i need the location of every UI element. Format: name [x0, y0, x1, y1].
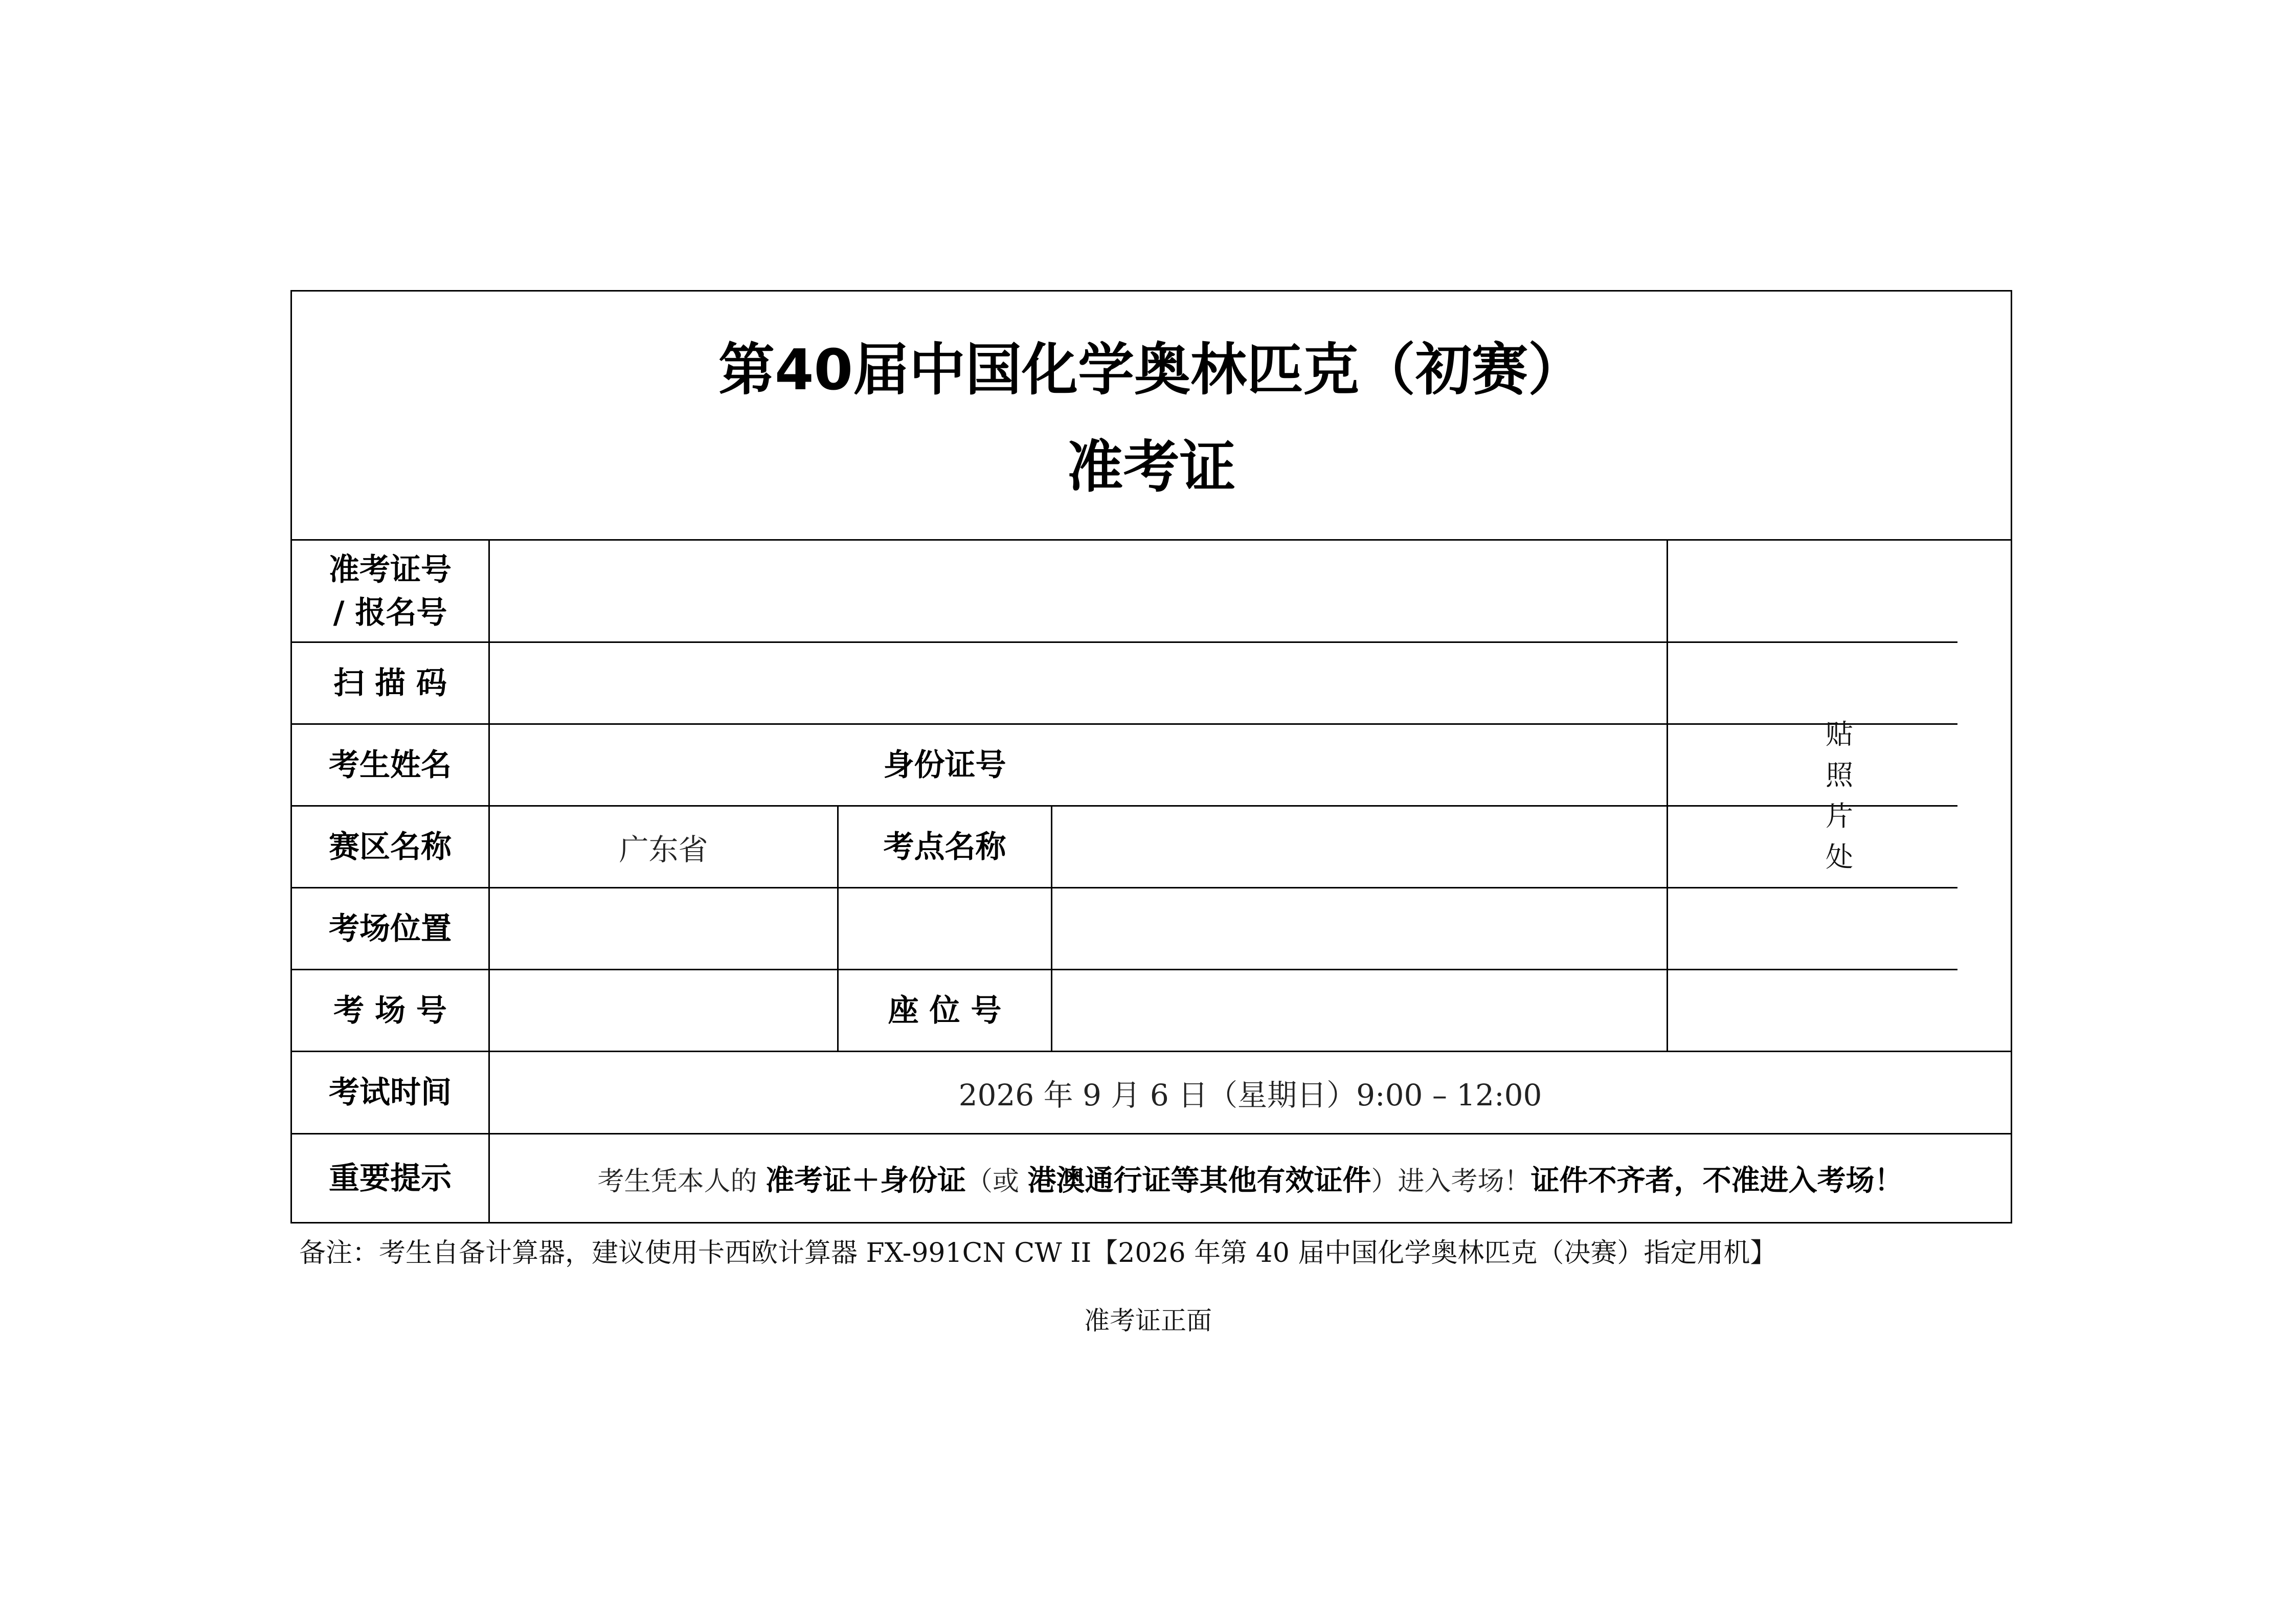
scan-code-label-cell [292, 643, 488, 723]
notice-bold3: 证件不齐者，不准进入考场！ [1530, 1164, 1903, 1197]
notice-bold2: 港澳通行证等其他有效证件 [1027, 1164, 1371, 1197]
site-value-cell [1052, 807, 1667, 887]
notice-part1: 考生凭本人的 [597, 1166, 766, 1197]
seat-label: 座 位 号 [888, 992, 1002, 1029]
seat-value-cell [1052, 970, 1667, 1051]
site-label: 考点名称 [883, 829, 1006, 865]
page-footer: 准考证正面 [1084, 1306, 1212, 1336]
photo-area [1668, 541, 2011, 1051]
photo-placeholder-text: 贴照片处 [1826, 718, 1853, 873]
site-label-cell [839, 807, 1051, 887]
notice-text [597, 1158, 1903, 1199]
calculator-remark: 备注：考生自备计算器，建议使用卡西欧计算器 FX-991CN CW II【2026 年第 40 届中国化学奥林匹克（决赛）指定用机】 [299, 1238, 1777, 1269]
notice-bold1: 准考证＋身份证 [765, 1164, 966, 1197]
exam-time-value-cell [490, 1052, 2011, 1133]
name-value-cell [490, 725, 837, 805]
room-location-label: 考场位置 [329, 910, 452, 947]
room-number-value-cell [490, 970, 837, 1051]
competition-title: 第40届中国化学奥林匹克（初赛） [718, 337, 1585, 403]
exam-time-label-cell [292, 1052, 488, 1133]
notice-part2: （或 [965, 1166, 1028, 1197]
region-label: 赛区名称 [329, 829, 452, 865]
admission-ticket [290, 290, 2012, 1223]
notice-part3: ）进入考场！ [1371, 1166, 1531, 1197]
exam-time-label: 考试时间 [329, 1075, 452, 1110]
room-number-label: 考 场 号 [333, 992, 447, 1029]
seat-label-cell [839, 970, 1051, 1051]
room-location-label-cell [292, 888, 488, 969]
region-value-cell [490, 807, 837, 887]
ticket-number-value-cell [490, 541, 1667, 641]
room-location-value-cell [490, 888, 1667, 969]
scan-code-value-cell [490, 643, 1667, 723]
ticket-number-label: 准考证号 / 报名号 [329, 551, 452, 631]
id-number-value-cell [1052, 725, 1667, 805]
scan-code-label: 扫 描 码 [333, 665, 447, 701]
ticket-number-label-cell [292, 541, 488, 641]
title-area [292, 292, 2011, 541]
notice-value-cell [490, 1134, 2011, 1222]
id-number-label: 身份证号 [883, 747, 1006, 783]
region-value: 广东省 [619, 832, 708, 867]
name-label: 考生姓名 [329, 747, 452, 783]
name-label-cell [292, 725, 488, 805]
room-number-label-cell [292, 970, 488, 1051]
exam-time-value: 2026 年 9 月 6 日（星期日）9:00 – 12:00 [958, 1078, 1542, 1113]
notice-label-cell [292, 1134, 488, 1222]
region-label-cell [292, 807, 488, 887]
id-number-label-cell [839, 725, 1051, 805]
notice-label: 重要提示 [329, 1160, 452, 1196]
ticket-title: 准考证 [1067, 434, 1236, 500]
